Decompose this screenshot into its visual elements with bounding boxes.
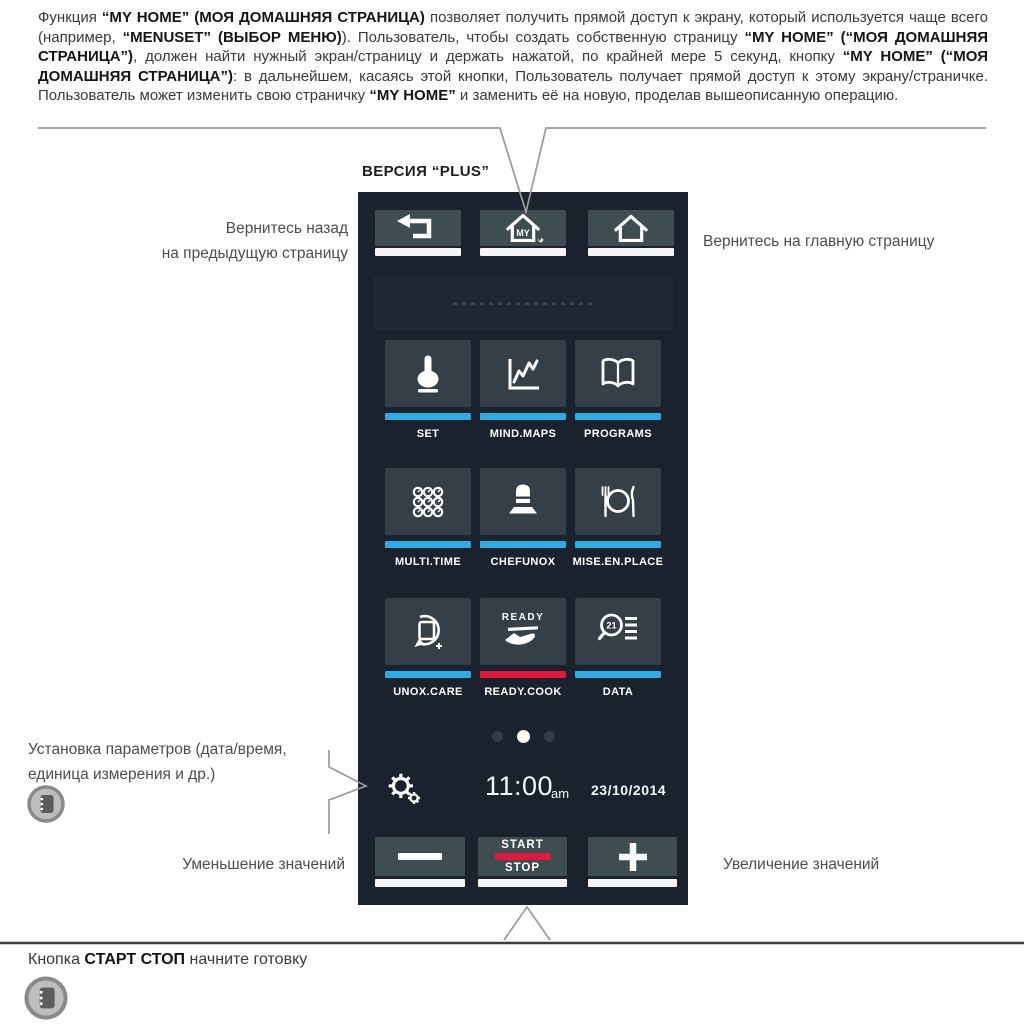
start-stop-caption: Кнопка СТАРТ СТОП начните готовку bbox=[28, 951, 308, 968]
chef-hat-icon bbox=[480, 468, 566, 535]
page-indicator bbox=[358, 730, 688, 743]
tile-underline bbox=[575, 671, 661, 678]
back-icon bbox=[375, 210, 461, 246]
tile-underline bbox=[575, 541, 661, 548]
page-dot bbox=[544, 731, 555, 742]
button-underline bbox=[480, 248, 566, 256]
annotation-home: Вернитесь на главную страницу bbox=[703, 233, 935, 250]
tile-mise-en-place[interactable] bbox=[572, 468, 664, 568]
tile-underline bbox=[480, 413, 566, 420]
tile-label: MULTI.TIME bbox=[394, 556, 462, 568]
tile-underline bbox=[385, 413, 471, 420]
intro-paragraph: Функция “MY HOME” (МОЯ ДОМАШНЯЯ СТРАНИЦА) позволяет получить прямой доступ к экрану, который используется чаще всего (например, “MENUSET” (ВЫБОР МЕНЮ)). Пользователь, чтобы создать собственную страницу “MY HOME” (“МОЯ ДОМАШНЯЯ СТРАНИЦА”), должен найти нужный экран/страницу и держать нажатой, по крайней мере 5 секунд, кнопку “MY HOME” (“МОЯ ДОМАШНЯЯ СТРАНИЦА”): в дальнейшем, касаясь этой кнопки, Пользователь получает прямой доступ к этому экрану/страничке. Пользователь может изменить свою страничку “MY HOME” и заменить её на новую, проделав вышеописанную операцию. bbox=[38, 9, 989, 104]
button-underline bbox=[588, 879, 677, 887]
start-stop-red-bar bbox=[495, 853, 551, 860]
clock-date: 23/10/2014 bbox=[591, 782, 667, 798]
button-underline bbox=[478, 879, 567, 887]
annotation-back-line2: на предыдущую страницу bbox=[161, 245, 348, 262]
magnifier-list-icon bbox=[575, 598, 661, 665]
tile-label: DATA bbox=[602, 686, 634, 698]
back-button[interactable] bbox=[375, 210, 461, 256]
plate-cutlery-icon bbox=[575, 468, 661, 535]
tile-label: READY.COOK bbox=[484, 686, 562, 698]
my-home-button[interactable] bbox=[480, 210, 566, 256]
tile-underline bbox=[480, 671, 566, 678]
tile-label: MISE.EN.PLACE bbox=[572, 556, 664, 568]
annotation-back-line1: Вернитесь назад bbox=[225, 220, 348, 237]
open-book-icon bbox=[575, 340, 661, 407]
tile-label: CHEFUNOX bbox=[490, 556, 556, 568]
tile-underline bbox=[385, 671, 471, 678]
annotation-decrease: Уменьшение значений bbox=[182, 856, 345, 873]
annotation-settings-line1: Установка параметров (дата/время, bbox=[28, 741, 287, 758]
video-reference-icon bbox=[26, 784, 66, 824]
start-label: START bbox=[501, 839, 544, 851]
settings-gear-icon[interactable] bbox=[385, 769, 423, 807]
annotation-increase: Увеличение значений bbox=[723, 856, 880, 873]
page-dot bbox=[492, 731, 503, 742]
start-stop-button[interactable] bbox=[478, 837, 567, 887]
tap-hand-icon bbox=[385, 340, 471, 407]
tile-label: UNOX.CARE bbox=[393, 686, 463, 698]
version-label: ВЕРСИЯ “PLUS” bbox=[362, 163, 490, 180]
annotation-settings-line2: единица измерения и др.) bbox=[28, 766, 216, 783]
my-home-icon bbox=[480, 210, 566, 246]
tile-set[interactable] bbox=[385, 340, 471, 440]
tile-data[interactable] bbox=[575, 598, 661, 698]
plus-button[interactable] bbox=[588, 837, 677, 887]
clock-grid-icon bbox=[385, 468, 471, 535]
tile-label: PROGRAMS bbox=[584, 428, 652, 440]
faint-header-band bbox=[373, 276, 673, 330]
svg-text:21: 21 bbox=[606, 620, 617, 630]
home-button[interactable] bbox=[588, 210, 674, 256]
page-dot-active bbox=[517, 730, 530, 743]
start-stop-pointer-line bbox=[504, 907, 550, 940]
button-underline bbox=[375, 248, 461, 256]
tile-programs[interactable] bbox=[575, 340, 661, 440]
ready-hand-icon bbox=[480, 598, 566, 665]
tile-label: SET bbox=[416, 428, 440, 440]
tile-mind-maps[interactable] bbox=[480, 340, 566, 440]
tile-label: MIND.MAPS bbox=[489, 428, 557, 440]
clock-meridiem: am bbox=[551, 786, 570, 801]
tile-ready-cook[interactable] bbox=[480, 598, 566, 698]
minus-button[interactable] bbox=[375, 837, 465, 887]
annotation-back bbox=[40, 216, 348, 266]
ready-caption: READY bbox=[501, 612, 545, 623]
tile-underline bbox=[575, 413, 661, 420]
plus-icon bbox=[588, 837, 677, 876]
oven-touchscreen-panel bbox=[358, 192, 688, 905]
minus-icon bbox=[375, 837, 465, 876]
stop-label: STOP bbox=[504, 862, 541, 874]
tile-unox-care[interactable] bbox=[385, 598, 471, 698]
annotation-settings bbox=[28, 737, 338, 787]
tile-underline bbox=[480, 541, 566, 548]
svg-text:MY: MY bbox=[516, 228, 530, 238]
chart-icon bbox=[480, 340, 566, 407]
refresh-square-icon bbox=[385, 598, 471, 665]
tile-multi-time[interactable] bbox=[385, 468, 471, 568]
clock-time: 11:00 bbox=[485, 771, 554, 801]
tile-chefunox[interactable] bbox=[480, 468, 566, 568]
faint-text bbox=[453, 302, 593, 305]
tile-underline bbox=[385, 541, 471, 548]
button-underline bbox=[588, 248, 674, 256]
button-underline bbox=[375, 879, 465, 887]
home-icon bbox=[588, 210, 674, 246]
video-reference-icon bbox=[23, 975, 69, 1021]
